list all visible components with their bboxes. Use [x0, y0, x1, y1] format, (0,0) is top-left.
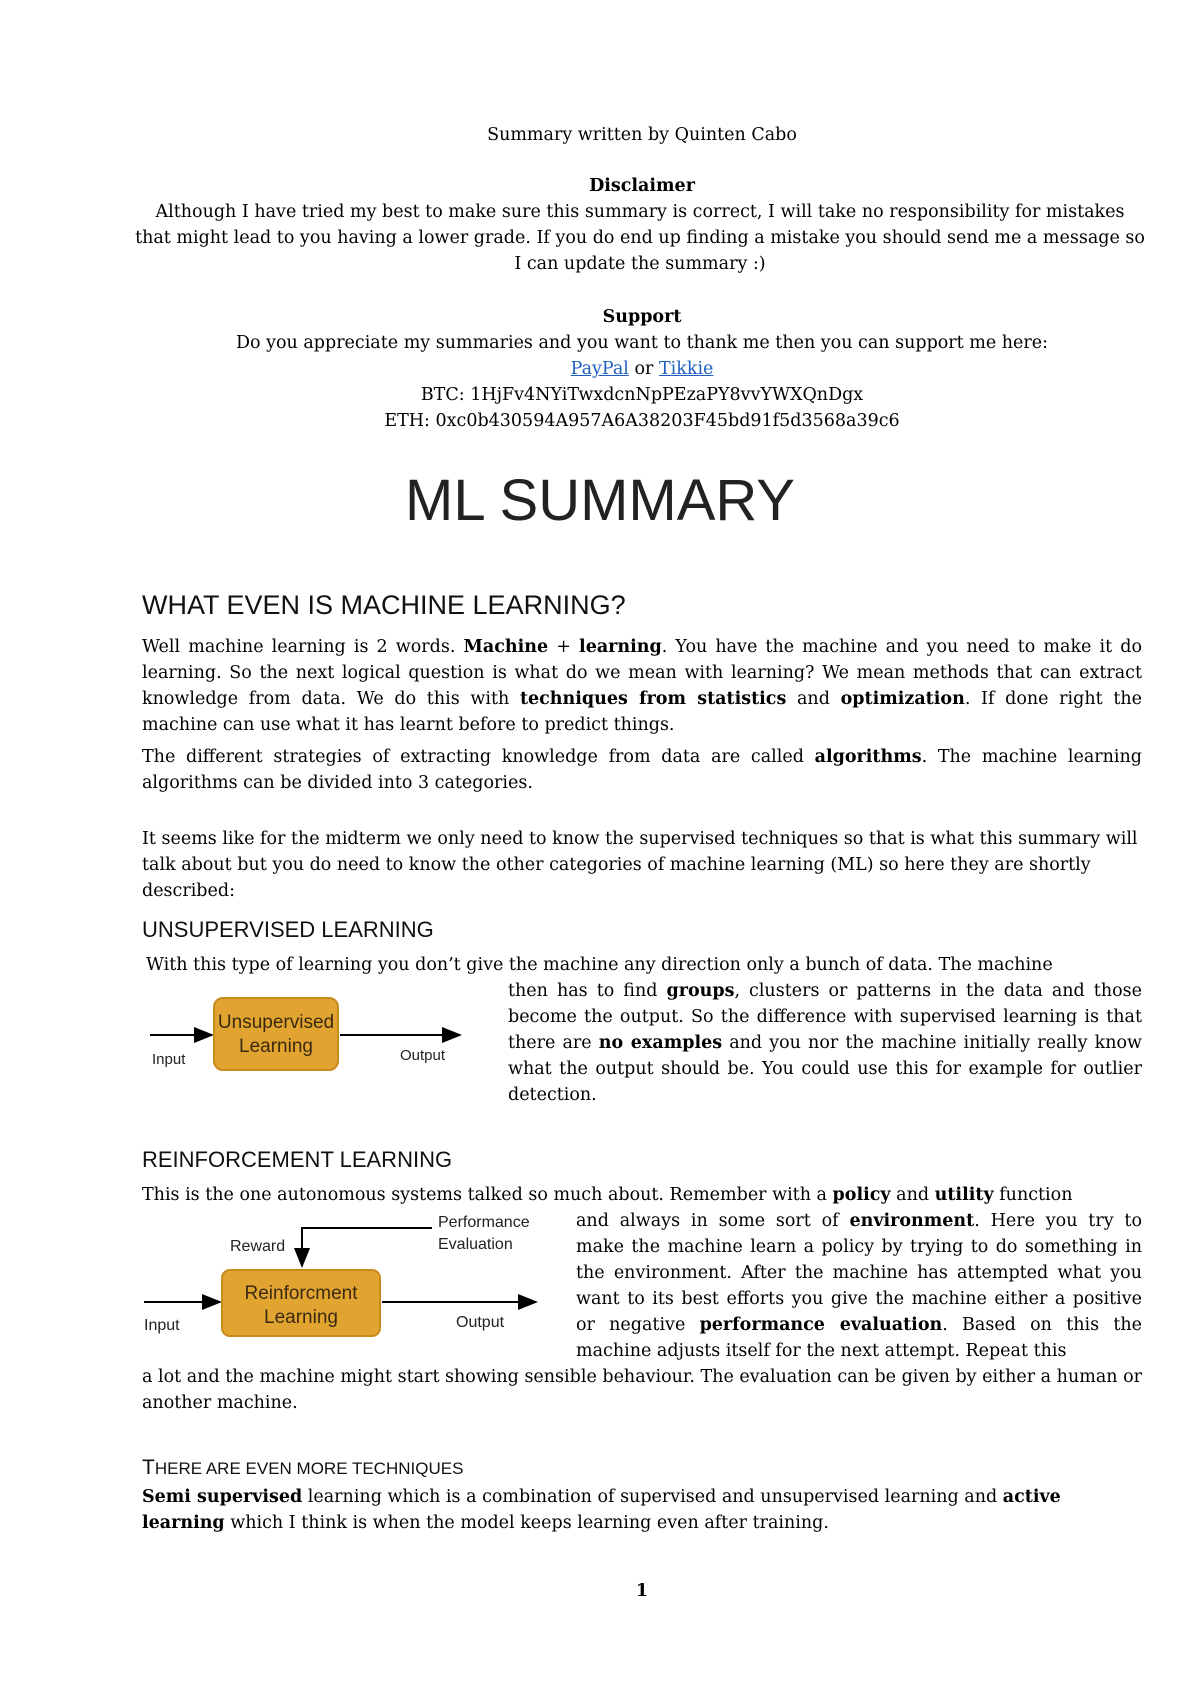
support-title: Support [602, 307, 682, 327]
performance-label-line2: Evaluation [438, 1236, 513, 1253]
unsupervised-box [214, 998, 338, 1070]
box-label-line2: Learning [239, 1036, 313, 1057]
unsupervised-wrap-text: then has to find groups, clusters or patterns in the data and those become the output. So the difference with supervised learning is that there are no examples and you nor the machine initially really know what the output should be. You could use this for example for outlier detection. [508, 981, 1142, 1105]
eth-address: ETH: 0xc0b430594A957A6A38203F45bd91f5d3568a39c6 [384, 411, 900, 431]
unsupervised-line-1: With this type of learning you don’t give the machine any direction only a bunch of data. The machine [146, 955, 1053, 975]
disclaimer-text: Although I have tried my best to make sure this summary is correct, I will take no responsibility for mistakes that might lead to you having a lower grade. If you do end up finding a mistake you should send me a message so I can update the summary :) [135, 202, 1145, 274]
page-number: 1 [635, 1581, 649, 1601]
tikkie-link[interactable]: Tikkie [658, 359, 714, 379]
written-by: Summary written by Quinten Cabo [487, 125, 797, 145]
support-text: Do you appreciate my summaries and you want to thank me then you can support me here: [235, 333, 1049, 353]
output-label: Output [400, 1047, 446, 1064]
reward-label: Reward [230, 1238, 286, 1255]
section1-paragraph-1: Well machine learning is 2 words. Machine + learning. You have the machine and you need to make it do learning. So the next logical question is what do we mean with learning? We mean methods that can extract knowledge from data. We do this with techniques from statistics and optimization. If done right the machine can use what it has learnt before to predict things. [142, 637, 1142, 735]
section-heading-more-techniques: THERE ARE EVEN MORE TECHNIQUES [142, 1456, 464, 1479]
box-label-line1: Reinforcment [244, 1283, 358, 1304]
section-heading-unsupervised: UNSUPERVISED LEARNING [142, 917, 434, 942]
more-paragraph: Semi supervised learning which is a combination of supervised and unsupervised learning and active learning which I think is when the model keeps learning even after training. [142, 1487, 1061, 1533]
section1-paragraph-2: The different strategies of extracting knowledge from data are called algorithms. The machine learning algorithms can be divided into 3 categories. [142, 747, 1142, 793]
input-label: Input [144, 1317, 180, 1334]
feedback-arrow [302, 1228, 432, 1266]
document-title: ML SUMMARY [405, 468, 795, 533]
reinforcement-diagram [142, 1206, 552, 1341]
output-label: Output [456, 1314, 505, 1331]
paypal-link[interactable]: PayPal [570, 359, 629, 379]
performance-label-line1: Performance [438, 1214, 530, 1231]
section-heading-reinforcement: REINFORCEMENT LEARNING [142, 1147, 453, 1172]
section1-paragraph-3: It seems like for the midterm we only need to know the supervised techniques so that is what this summary will talk about but you do need to know the other categories of machine learning (ML) so here they are shortly described: [142, 829, 1138, 901]
section-heading-what-is-ml: WHAT EVEN IS MACHINE LEARNING? [142, 590, 626, 620]
disclaimer-title: Disclaimer [589, 176, 695, 196]
reinforcement-line-1: This is the one autonomous systems talked so much about. Remember with a policy and utility function [142, 1185, 1073, 1205]
btc-address: BTC: 1HjFv4NYiTwxdcnNpPEzaPY8vvYWXQnDgx [420, 385, 864, 405]
reinforcement-wrap-text: and always in some sort of environment. Here you try to make the machine learn a policy by trying to do something in the environment. After the machine has attempted what you want to its best efforts you give the machine either a positive or negative performance evaluation. Based on this the machine adjusts itself for the next attempt. Repeat this [576, 1211, 1142, 1361]
or-text: or [634, 359, 654, 379]
box-label-line1: Unsupervised [217, 1012, 335, 1033]
input-label: Input [152, 1051, 186, 1068]
support-links [142, 356, 1142, 382]
box-label-line2: Learning [264, 1307, 338, 1328]
reinforcement-tail: a lot and the machine might start showing sensible behaviour. The evaluation can be given by either a human or another machine. [142, 1367, 1142, 1413]
unsupervised-diagram [142, 990, 472, 1080]
